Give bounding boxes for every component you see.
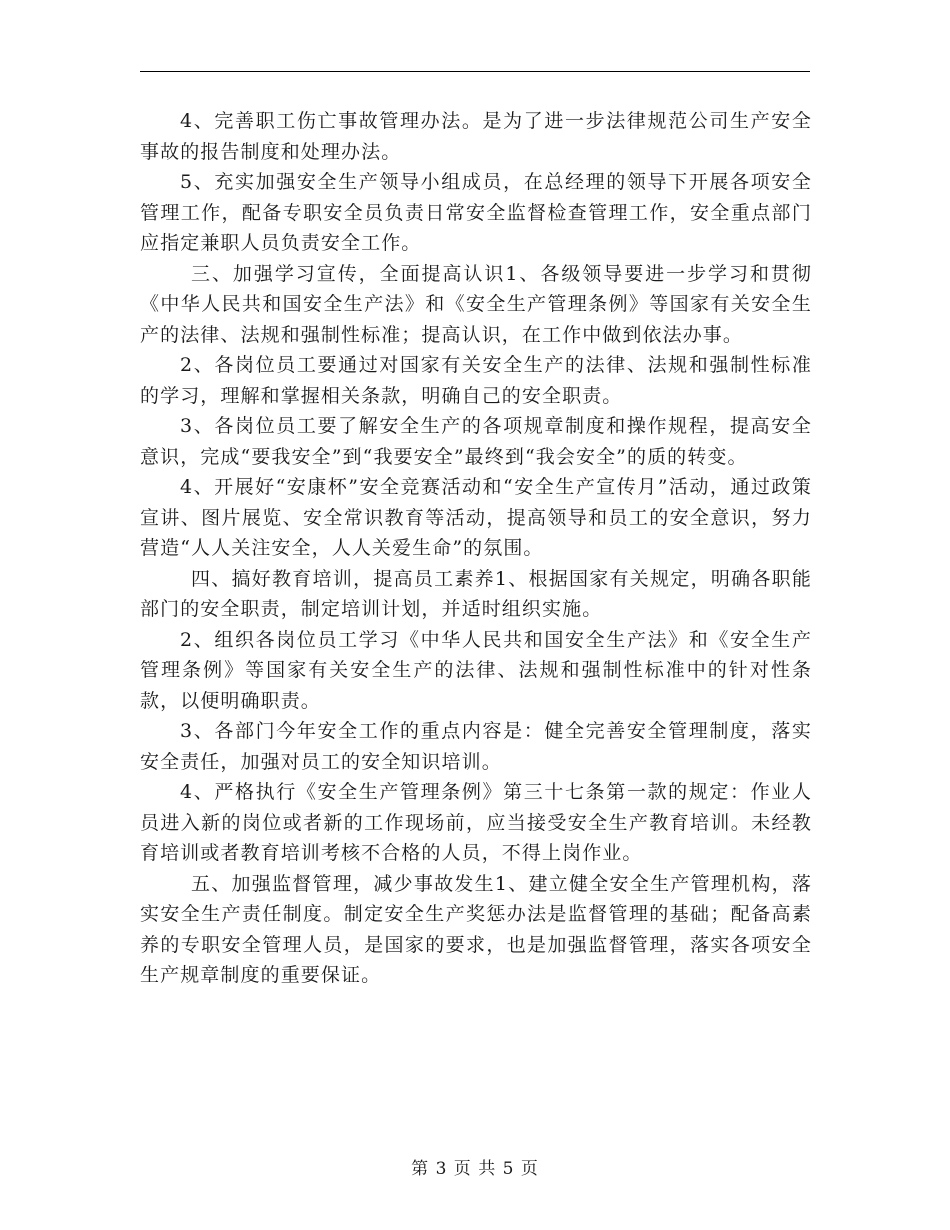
paragraph-2: 5、充实加强安全生产领导小组成员，在总经理的领导下开展各项安全管理工作，配备专职安全员负责日常安全监督检查管理工作，安全重点部门应指定兼职人员负责安全工作。 (140, 171, 812, 254)
paragraph-1: 4、完善职工伤亡事故管理办法。是为了进一步法律规范公司生产安全事故的报告制度和处理办法。 (140, 110, 812, 163)
document-body (140, 106, 812, 991)
paragraph-10: 4、严格执行《安全生产管理条例》第三十七条第一款的规定：作业人员进入新的岗位或者新的工作现场前，应当接受安全生产教育培训。未经教育培训或者教育培训考核不合格的人员，不得上岗作业。 (140, 781, 812, 864)
section-heading-paragraph-3: 三、加强学习宣传，全面提高认识1、各级领导要进一步学习和贯彻《中华人民共和国安全生产法》和《安全生产管理条例》等国家有关安全生产的法律、法规和强制性标准；提高认识，在工作中做到依法办事。 (140, 262, 812, 346)
paragraph-9: 3、各部门今年安全工作的重点内容是：健全完善安全管理制度，落实安全责任，加强对员工的安全知识培训。 (140, 720, 812, 773)
paragraph-5: 3、各岗位员工要了解安全生产的各项规章制度和操作规程，提高安全意识，完成“要我安全”到“我要安全”最终到“我会安全”的质的转变。 (140, 415, 812, 468)
paragraph-4: 2、各岗位员工要通过对国家有关安全生产的法律、法规和强制性标准的学习，理解和掌握相关条款，明确自己的安全职责。 (140, 354, 812, 407)
paragraph-8: 2、组织各岗位员工学习《中华人民共和国安全生产法》和《安全生产管理条例》等国家有关安全生产的法律、法规和强制性标准中的针对性条款，以便明确职责。 (140, 628, 812, 712)
section-heading-paragraph-4: 四、搞好教育培训，提高员工素养1、根据国家有关规定，明确各职能部门的安全职责，制定培训计划，并适时组织实施。 (140, 567, 812, 620)
page-number-footer: 第 3 页 共 5 页 (411, 1159, 539, 1179)
paragraph-6: 4、开展好“安康杯”安全竞赛活动和“安全生产宣传月”活动，通过政策宣讲、图片展览、安全常识教育等活动，提高领导和员工的安全意识，努力营造“人人关注安全，人人关爱生命”的氛围。 (140, 476, 812, 559)
section-heading-paragraph-5: 五、加强监督管理，减少事故发生1、建立健全安全生产管理机构，落实安全生产责任制度。制定安全生产奖惩办法是监督管理的基础；配备高素养的专职安全管理人员，是国家的要求，也是加强监督管理，落实各项安全生产规章制度的重要保证。 (140, 872, 812, 986)
header-rule (140, 71, 810, 72)
